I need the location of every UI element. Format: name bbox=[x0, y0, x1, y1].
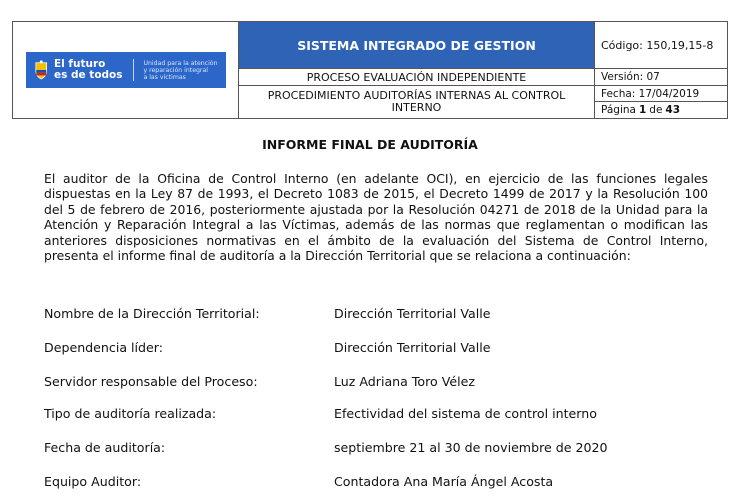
logo-main-text: El futuro es de todos bbox=[53, 58, 123, 81]
document-version: Versión: 07 bbox=[595, 69, 727, 86]
report-title: INFORME FINAL DE AUDITORÍA bbox=[262, 137, 478, 152]
field-value-equipo: Contadora Ana María Ángel Acosta bbox=[334, 474, 554, 489]
field-value-fecha: septiembre 21 al 30 de noviembre de 2020 bbox=[334, 440, 608, 455]
field-label-equipo: Equipo Auditor: bbox=[44, 474, 142, 489]
process-name: PROCESO EVALUACIÓN INDEPENDIENTE bbox=[239, 69, 595, 86]
field-label-territorial: Nombre de la Dirección Territorial: bbox=[44, 306, 260, 321]
entity-logo bbox=[26, 52, 226, 88]
logo-sub-text: Unidad para la atención y reparación integral a las víctimas bbox=[143, 59, 218, 81]
page-prefix: Página bbox=[601, 104, 636, 116]
system-title: SISTEMA INTEGRADO DE GESTION bbox=[239, 22, 595, 69]
page-total: 43 bbox=[665, 104, 681, 116]
logo-cell bbox=[13, 22, 239, 118]
page-number bbox=[595, 102, 727, 118]
coat-of-arms-icon bbox=[34, 59, 48, 81]
document-code: Código: 150,19,15-8 bbox=[595, 22, 727, 69]
page-of: de bbox=[649, 104, 663, 116]
document-date: Fecha: 17/04/2019 bbox=[595, 86, 727, 102]
procedure-name: PROCEDIMIENTO AUDITORÍAS INTERNAS AL CONTROL INTERNO bbox=[239, 86, 595, 118]
field-value-servidor: Luz Adriana Toro Vélez bbox=[334, 374, 475, 389]
field-label-fecha: Fecha de auditoría: bbox=[44, 440, 166, 455]
field-label-tipo: Tipo de auditoría realizada: bbox=[44, 406, 217, 421]
intro-paragraph: El auditor de la Oficina de Control Interno (en adelante OCI), en ejercicio de las funciones legales dispuestas en la Ley 87 de 1993, el Decreto 1083 de 2015, el Decreto 1499 de 2017 y la Resolución 100 del 5 de febrero de 2016, posteriormente ajustada por la Resolución 04271 de 2018 de la Unidad para la Atención y Reparación Integral a las Víctimas, además de las normas que reglamentan o modifican las anteriores disposiciones normativas en el ámbito de la evaluación del Sistema de Control Interno, presenta el informe final de auditoría a la Dirección Territorial que se relaciona a continuación: bbox=[44, 171, 708, 264]
logo-divider bbox=[133, 59, 134, 81]
field-value-dependencia: Dirección Territorial Valle bbox=[334, 340, 491, 355]
page-current: 1 bbox=[638, 104, 647, 116]
document-header-table bbox=[12, 21, 728, 119]
field-value-territorial: Dirección Territorial Valle bbox=[334, 306, 491, 321]
field-label-dependencia: Dependencia líder: bbox=[44, 340, 163, 355]
field-label-servidor: Servidor responsable del Proceso: bbox=[44, 374, 258, 389]
field-value-tipo: Efectividad del sistema de control interno bbox=[334, 406, 597, 421]
